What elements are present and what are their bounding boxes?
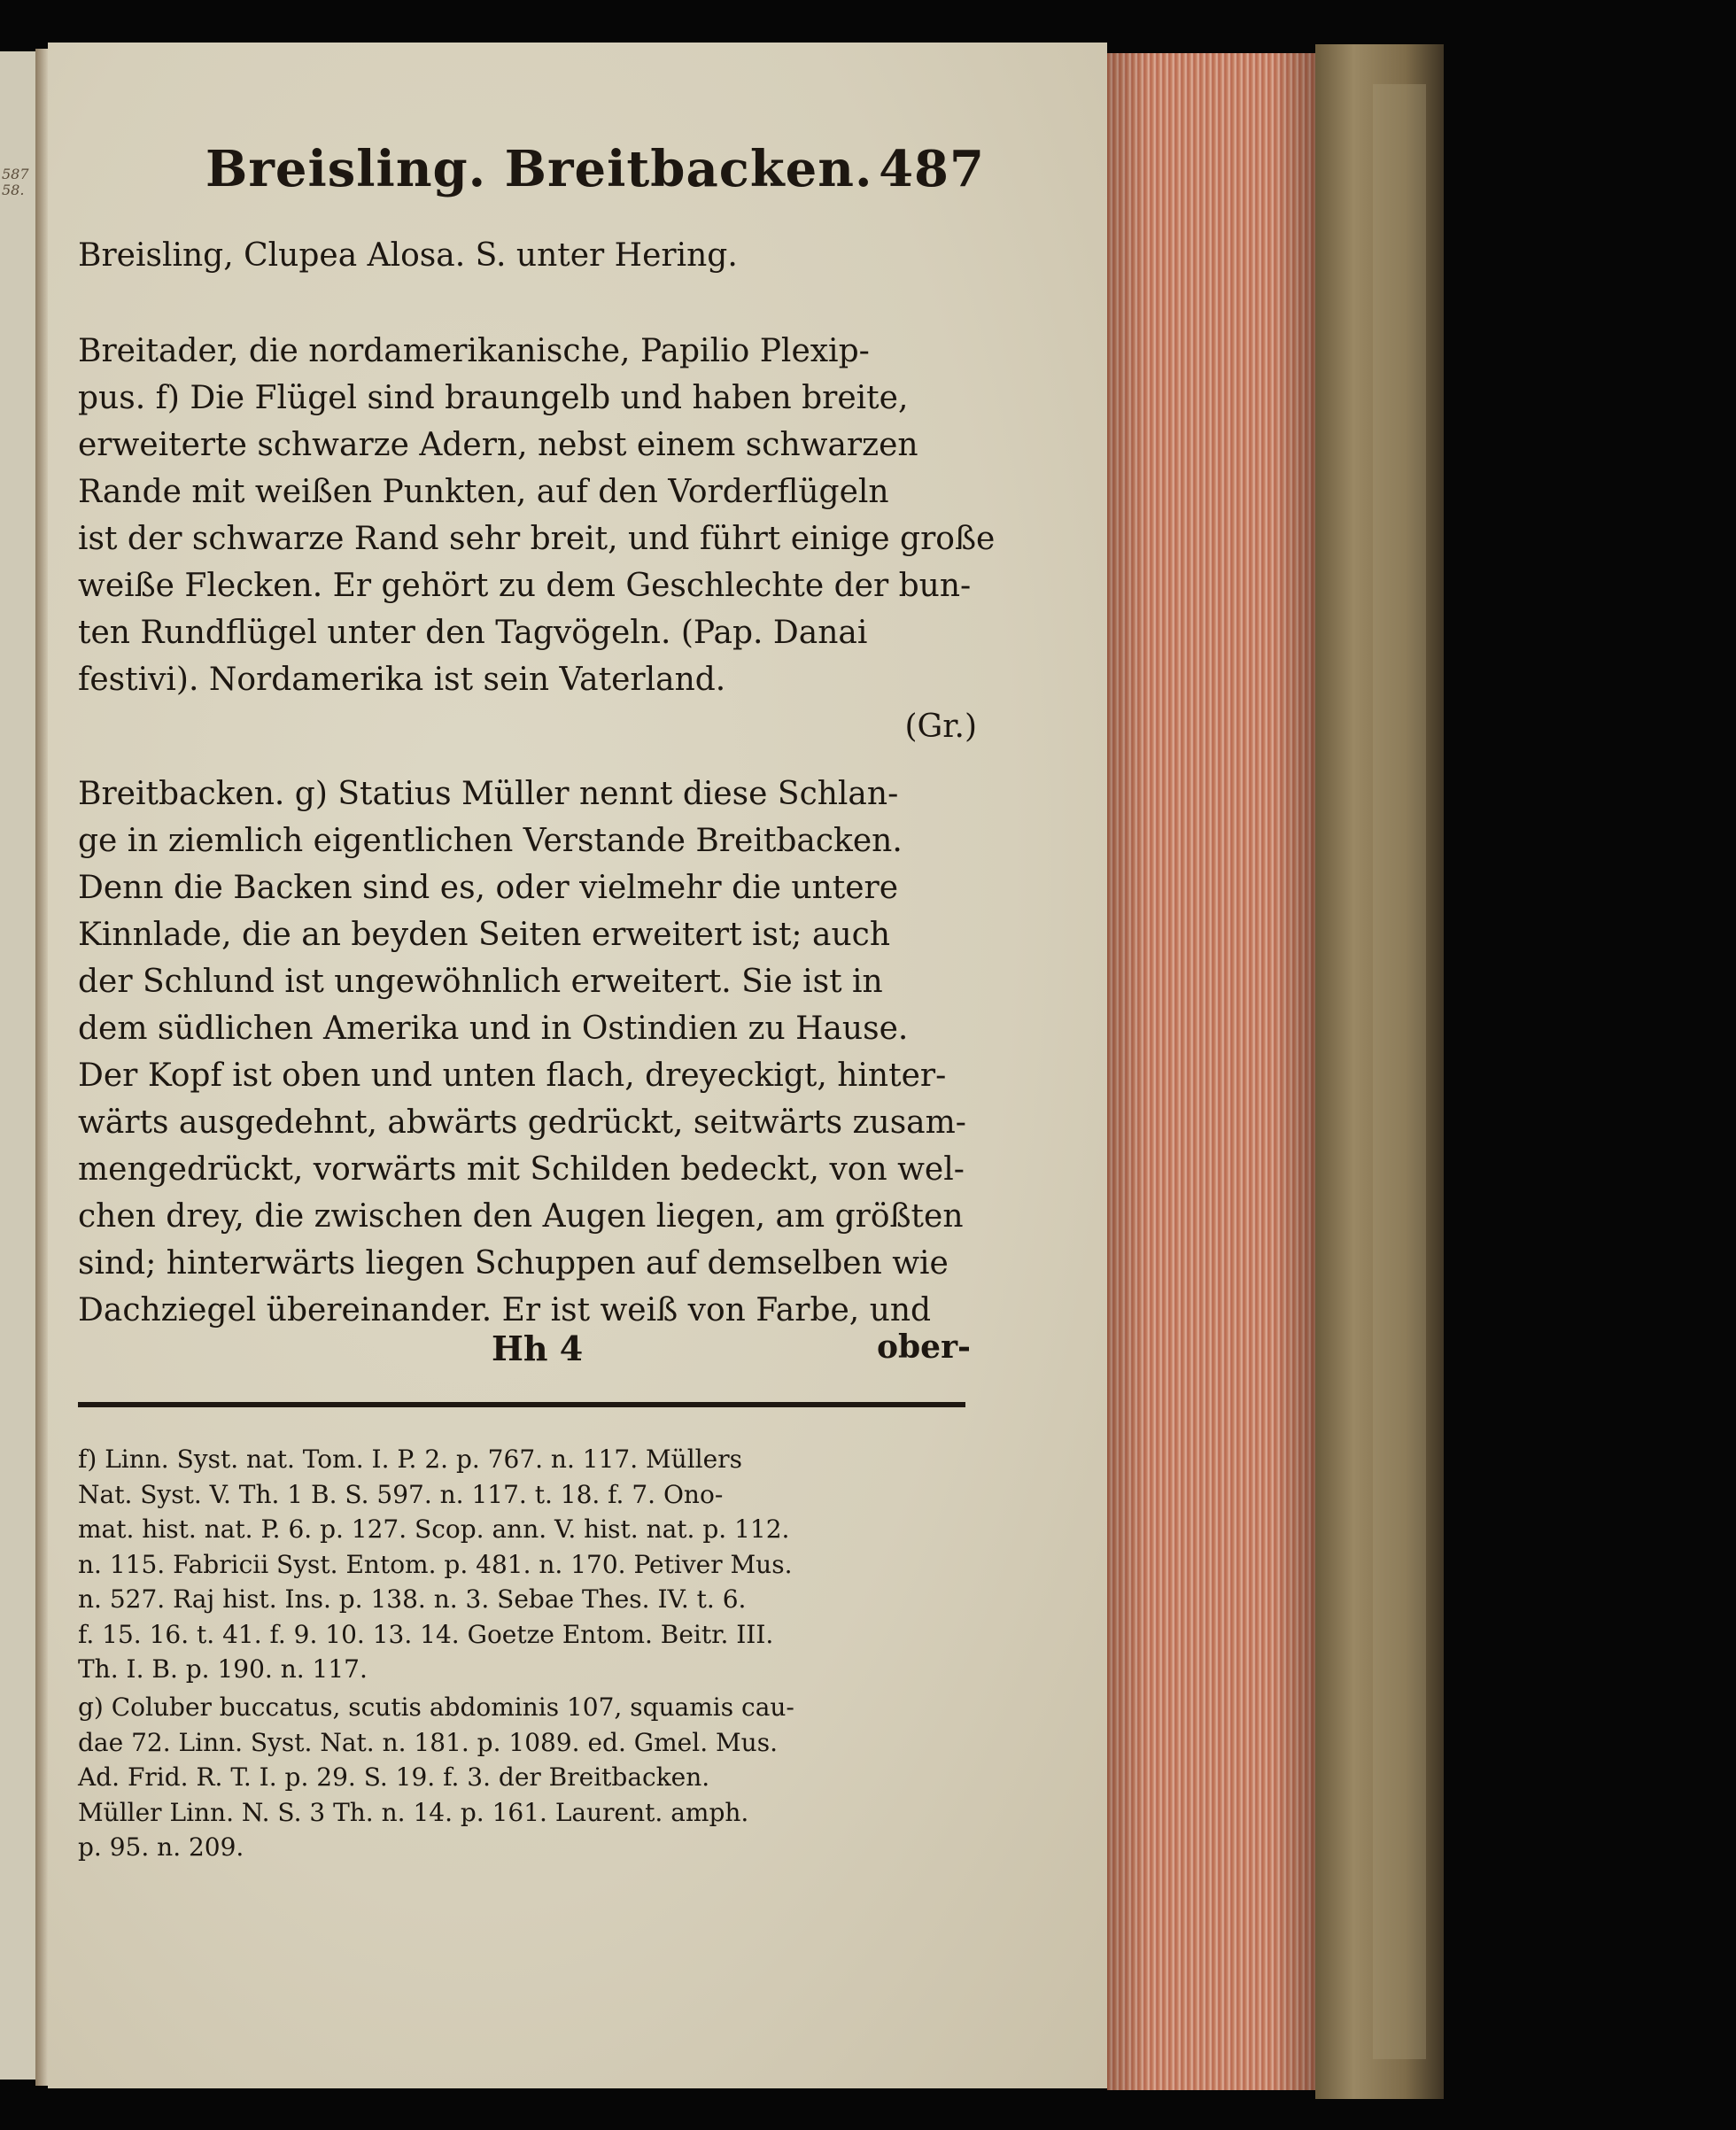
entry-line: wärts ausgedehnt, abwärts gedrückt, seitwärts zusam- bbox=[78, 1104, 966, 1141]
entry-line: ge in ziemlich eigentlichen Verstande Breitbacken. bbox=[78, 823, 903, 859]
gutter bbox=[35, 49, 48, 2086]
book-cover-inner bbox=[1373, 84, 1426, 2059]
entry-line: festivi). Nordamerika ist sein Vaterland. bbox=[78, 662, 726, 698]
page-number: 487 bbox=[879, 140, 985, 198]
footnote-line: Th. I. B. p. 190. n. 117. bbox=[78, 1654, 368, 1684]
facing-page-edge bbox=[0, 51, 37, 2080]
entry-line: Dachziegel übereinander. Er ist weiß von Farbe, und bbox=[78, 1292, 932, 1328]
footnote-line: mat. hist. nat. P. 6. p. 127. Scop. ann. V. hist. nat. p. 112. bbox=[78, 1514, 790, 1544]
footnote-line: Nat. Syst. V. Th. 1 B. S. 597. n. 117. t. 18. f. 7. Ono- bbox=[78, 1479, 724, 1509]
entry-line: Breitbacken. g) Statius Müller nennt diese Schlan- bbox=[78, 776, 899, 812]
footnote-line: dae 72. Linn. Syst. Nat. n. 181. p. 1089. ed. Gmel. Mus. bbox=[78, 1727, 778, 1757]
footnote-line: Müller Linn. N. S. 3 Th. n. 14. p. 161. Laurent. amph. bbox=[78, 1797, 749, 1827]
footnote-line: n. 115. Fabricii Syst. Entom. p. 481. n. 170. Petiver Mus. bbox=[78, 1549, 793, 1579]
page-fore-edge-shade bbox=[1107, 53, 1315, 2090]
margin-note: 587 58. bbox=[2, 166, 29, 198]
footnote-line: f. 15. 16. t. 41. f. 9. 10. 13. 14. Goetze Entom. Beitr. III. bbox=[78, 1619, 774, 1649]
catchword: ober- bbox=[877, 1328, 971, 1366]
footnote-g bbox=[78, 1690, 977, 1865]
entry-line: Breitader, die nordamerikanische, Papilio Plexip- bbox=[78, 333, 870, 369]
signature-mark: Hh 4 bbox=[492, 1328, 584, 1368]
entry-breitbacken bbox=[78, 771, 977, 1334]
entry-line: Rande mit weißen Punkten, auf den Vorderflügeln bbox=[78, 474, 889, 510]
entry-line: ist der schwarze Rand sehr breit, und führt einige große bbox=[78, 521, 996, 557]
entry-line: der Schlund ist ungewöhnlich erweitert. Sie ist in bbox=[78, 964, 883, 1000]
entry-line: dem südlichen Amerika und in Ostindien zu Hause. bbox=[78, 1011, 909, 1047]
author-signature: (Gr.) bbox=[904, 709, 977, 745]
entry-line: Denn die Backen sind es, oder vielmehr die untere bbox=[78, 870, 899, 906]
footnote-line: f) Linn. Syst. nat. Tom. I. P. 2. p. 767. n. 117. Müllers bbox=[78, 1445, 742, 1474]
entry-breitader bbox=[78, 328, 996, 750]
running-header bbox=[205, 140, 985, 198]
footnote-f bbox=[78, 1442, 977, 1687]
entry-line: Breisling, Clupea Alosa. S. unter Hering. bbox=[78, 237, 738, 274]
entry-line: Der Kopf ist oben und unten flach, dreyeckigt, hinter- bbox=[78, 1057, 947, 1094]
entry-line: chen drey, die zwischen den Augen liegen, am größten bbox=[78, 1198, 964, 1235]
footnote-line: Ad. Frid. R. T. I. p. 29. S. 19. f. 3. der Breitbacken. bbox=[78, 1762, 710, 1792]
footnote-line: g) Coluber buccatus, scutis abdominis 107, squamis cau- bbox=[78, 1692, 794, 1722]
entry-line: Kinnlade, die an beyden Seiten erweitert ist; auch bbox=[78, 917, 890, 953]
entry-line: mengedrückt, vorwärts mit Schilden bedeckt, von wel- bbox=[78, 1151, 965, 1188]
entry-line: erweiterte schwarze Adern, nebst einem schwarzen bbox=[78, 427, 918, 463]
entry-line: weiße Flecken. Er gehört zu dem Geschlechte der bun- bbox=[78, 568, 972, 604]
entry-breisling bbox=[78, 232, 977, 279]
footnote-line: n. 527. Raj hist. Ins. p. 138. n. 3. Sebae Thes. IV. t. 6. bbox=[78, 1584, 747, 1614]
footnote-line: p. 95. n. 209. bbox=[78, 1832, 244, 1862]
running-title: Breisling. Breitbacken. bbox=[205, 140, 873, 198]
footnote-rule bbox=[78, 1402, 965, 1407]
entry-line: ten Rundflügel unter den Tagvögeln. (Pap. Danai bbox=[78, 615, 868, 651]
entry-line: sind; hinterwärts liegen Schuppen auf demselben wie bbox=[78, 1245, 949, 1282]
entry-line: pus. f) Die Flügel sind braungelb und haben breite, bbox=[78, 380, 909, 416]
